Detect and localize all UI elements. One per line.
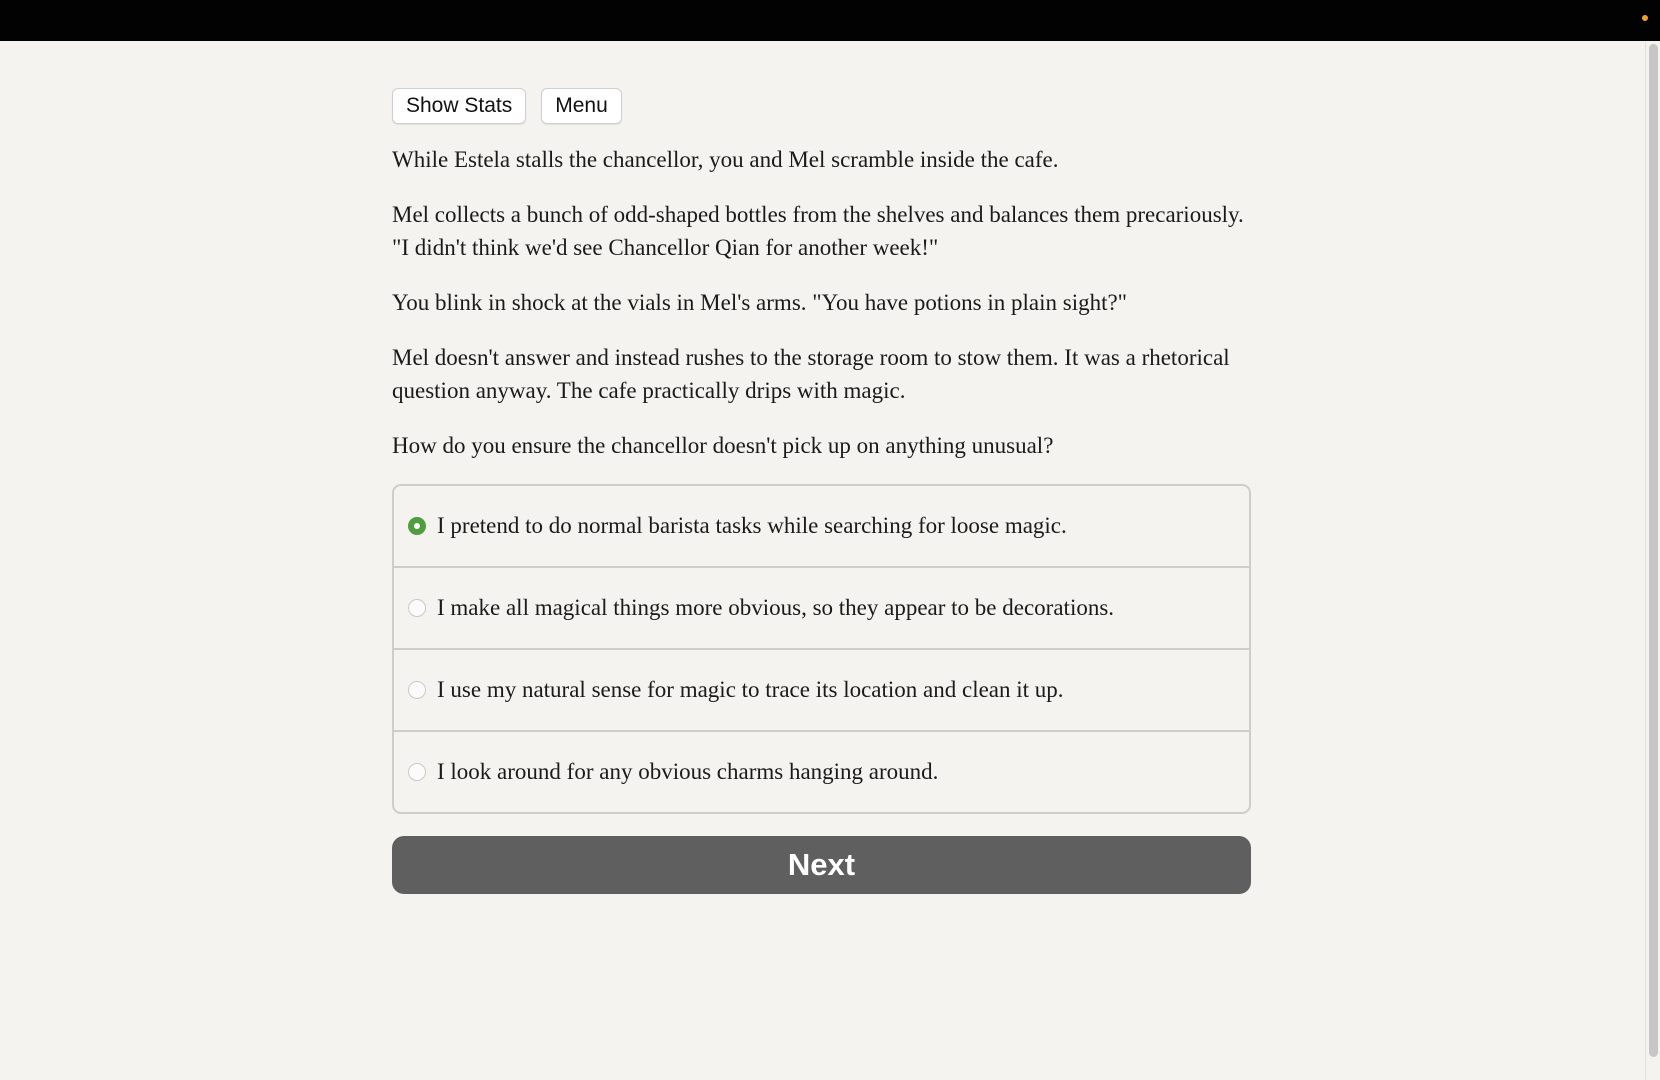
story-question: How do you ensure the chancellor doesn't pick up on anything unusual?	[392, 433, 1054, 458]
window-top-bar	[0, 0, 1660, 41]
choice-label: I look around for any obvious charms hanging around.	[437, 759, 939, 784]
menu-button[interactable]: Menu	[541, 88, 622, 124]
choice-label: I use my natural sense for magic to trace its location and clean it up.	[437, 677, 1064, 702]
choice-option[interactable]	[394, 648, 1249, 730]
toolbar	[392, 88, 1251, 122]
show-stats-button[interactable]: Show Stats	[392, 88, 526, 124]
choice-label: I pretend to do normal barista tasks while searching for loose magic.	[437, 513, 1067, 538]
choice-list	[392, 484, 1251, 814]
choice-option[interactable]	[394, 486, 1249, 566]
story-paragraph: Mel doesn't answer and instead rushes to the storage room to stow them. It was a rhetorical question anyway. The cafe practically drips with magic.	[392, 345, 1230, 403]
choice-option[interactable]	[394, 566, 1249, 648]
story-paragraph: Mel collects a bunch of odd-shaped bottles from the shelves and balances them precariously. "I didn't think we'd see Chancellor Qian for another week!"	[392, 202, 1244, 260]
choice-label: I make all magical things more obvious, so they appear to be decorations.	[437, 595, 1115, 620]
status-dot-icon	[1642, 15, 1648, 21]
choice-option[interactable]	[394, 730, 1249, 812]
radio-unselected-icon[interactable]	[408, 681, 426, 699]
scrollbar-thumb[interactable]	[1649, 44, 1658, 1057]
next-button[interactable]: Next	[392, 836, 1251, 894]
game-content	[392, 88, 1251, 894]
radio-unselected-icon[interactable]	[408, 599, 426, 617]
radio-unselected-icon[interactable]	[408, 763, 426, 781]
story-text	[392, 143, 1251, 462]
radio-selected-icon[interactable]	[408, 517, 426, 535]
story-paragraph: While Estela stalls the chancellor, you and Mel scramble inside the cafe.	[392, 147, 1059, 172]
story-paragraph: You blink in shock at the vials in Mel's arms. "You have potions in plain sight?"	[392, 290, 1128, 315]
